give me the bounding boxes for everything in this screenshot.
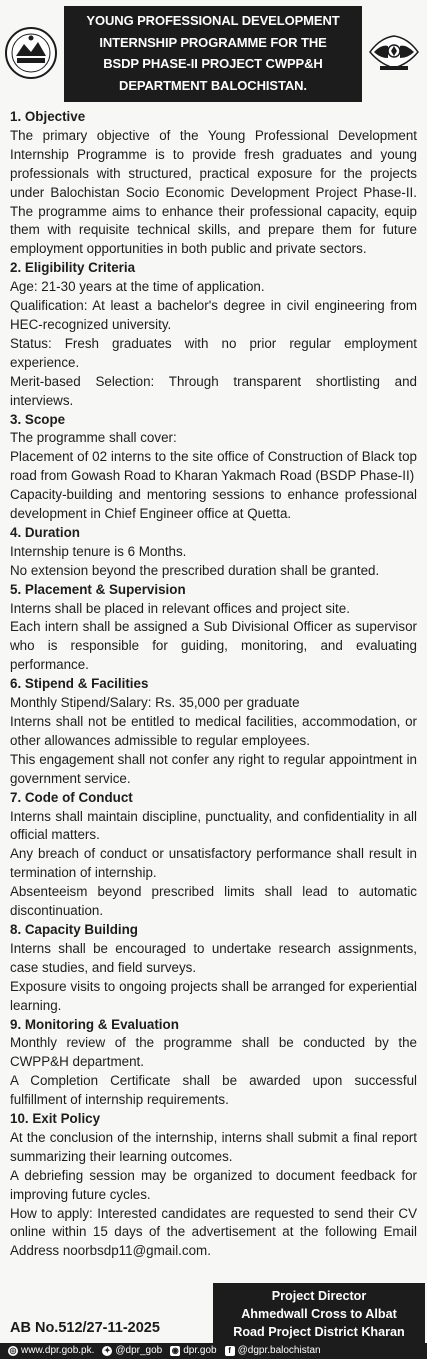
section-heading: 4. Duration xyxy=(10,524,80,540)
section-heading: 1. Objective xyxy=(10,109,86,124)
section-paragraph: Exposure visits to ongoing projects shall be arranged for experiential learning. xyxy=(10,978,417,1013)
balochistan-government-seal-icon xyxy=(4,26,58,80)
ad-number: AB No.512/27-11-2025 xyxy=(10,1320,160,1336)
social-item[interactable] xyxy=(170,1343,216,1359)
section-paragraph: Merit-based Selection: Through transparent shortlisting and interviews. xyxy=(10,373,417,408)
section-heading: 2. Eligibility Criteria xyxy=(10,260,136,276)
signatory-line: Ahmedwall Cross to Albat xyxy=(241,1307,397,1321)
section-paragraph: Interns shall not be entitled to medical facilities, accommodation, or other allowances admissible to regular employees. xyxy=(10,714,417,748)
social-handle: @dpr_gob xyxy=(115,1345,163,1356)
section-paragraph: Absenteeism beyond prescribed limits shall lead to automatic discontinuation. xyxy=(10,884,417,919)
section-paragraph: Interns shall maintain discipline, punctuality, and confidentiality in all official matters. xyxy=(10,808,417,843)
section-paragraph: Interns shall be encouraged to undertake research assignments, case studies, and field surveys. xyxy=(10,940,417,975)
cwpp-department-emblem-icon xyxy=(366,30,422,74)
section-heading: 5. Placement & Supervision xyxy=(10,581,186,597)
section-heading: 7. Code of Conduct xyxy=(10,789,133,805)
section-paragraph: Monthly Stipend/Salary: Rs. 35,000 per graduate xyxy=(10,695,300,711)
twitter-icon: ✦ xyxy=(104,1346,111,1355)
section-paragraph: At the conclusion of the internship, interns shall submit a final report summarizing their learning outcomes. xyxy=(10,1129,417,1164)
signatory-line: Road Project District Kharan xyxy=(233,1325,405,1339)
section-paragraph: This engagement shall not confer any right to regular appointment in government service. xyxy=(10,751,417,786)
section-heading: 9. Monitoring & Evaluation xyxy=(10,1016,179,1032)
section-paragraph: Each intern shall be assigned a Sub Divisional Officer as supervisor who is responsible for guiding, monitoring, and evaluating performance. xyxy=(10,619,417,673)
social-handle: @dgpr.balochistan xyxy=(237,1345,321,1356)
section-paragraph: The programme shall cover: xyxy=(10,430,177,446)
title-line: BSDP PHASE-II PROJECT CWPP&H xyxy=(103,56,323,71)
social-item[interactable] xyxy=(102,1343,162,1359)
title-line: INTERNSHIP PROGRAMME FOR THE xyxy=(99,34,327,50)
social-item[interactable] xyxy=(225,1343,321,1359)
section-paragraph: Age: 21-30 years at the time of application. xyxy=(10,279,265,295)
social-handle: dpr.gob xyxy=(183,1345,217,1356)
section-paragraph: Internship tenure is 6 Months. xyxy=(10,543,187,559)
title-line: YOUNG PROFESSIONAL DEVELOPMENT xyxy=(86,13,340,28)
section-heading: 3. Scope xyxy=(10,411,66,427)
section-paragraph: Status: Fresh graduates with no prior regular employment experience. xyxy=(10,335,417,370)
section-paragraph: No extension beyond the prescribed duration shall be granted. xyxy=(10,562,380,578)
instagram-icon: ◉ xyxy=(171,1346,179,1355)
section-paragraph: Interns shall be placed in relevant offices and project site. xyxy=(10,600,350,616)
signatory-block xyxy=(213,1283,425,1343)
globe-icon: ◎ xyxy=(9,1346,17,1355)
header xyxy=(0,0,427,104)
section-heading: 8. Capacity Building xyxy=(10,921,138,937)
section-paragraph: Placement of 02 interns to the site office of Construction of Black top road from Gowash Road to Kharan Yakmach Road (BSDP Phase-II) xyxy=(10,449,417,484)
advertisement-body xyxy=(10,108,417,1261)
social-media-bar xyxy=(0,1343,427,1359)
section-paragraph: Monthly review of the programme shall be conducted by the CWPP&H department. xyxy=(10,1035,417,1070)
social-handle: www.dpr.gob.pk. xyxy=(21,1345,95,1356)
facebook-icon: f xyxy=(225,1346,235,1356)
section-paragraph: Capacity-building and mentoring sessions to enhance professional development in Chief Engineer office at Quetta. xyxy=(10,487,417,522)
social-item[interactable] xyxy=(8,1343,94,1359)
section-heading: 6. Stipend & Facilities xyxy=(10,676,149,692)
section-paragraph: How to apply: Interested candidates are requested to send their CV online within 15 days of the advertisement at the following Email Address noorbsdp11@gmail.com. xyxy=(10,1205,417,1259)
section-paragraph: A Completion Certificate shall be awarded upon successful fulfillment of internship requirements. xyxy=(10,1073,417,1108)
section-paragraph: A debriefing session may be organized to document feedback for improving future cycles. xyxy=(10,1167,417,1202)
section-paragraph: The primary objective of the Young Professional Development Internship Programme is to provide fresh graduates and young professionals with structured, practical exposure for the projects under Balochistan Socio Economic Development Project Phase-II. The programme aims to enhance their professional capacity, equip them with requisite technical skills, and prepare them for future employment opportunities in both public and private sectors. xyxy=(10,127,417,257)
title-line: DEPARTMENT BALOCHISTAN. xyxy=(119,77,307,93)
section-paragraph: Any breach of conduct or unsatisfactory performance shall result in termination of internship. xyxy=(10,846,417,881)
section-heading: 10. Exit Policy xyxy=(10,1111,101,1127)
signatory-line: Project Director xyxy=(271,1289,367,1303)
advertisement-title xyxy=(64,6,362,102)
section-paragraph: Qualification: At least a bachelor's degree in civil engineering from HEC-recognized university. xyxy=(10,298,417,332)
